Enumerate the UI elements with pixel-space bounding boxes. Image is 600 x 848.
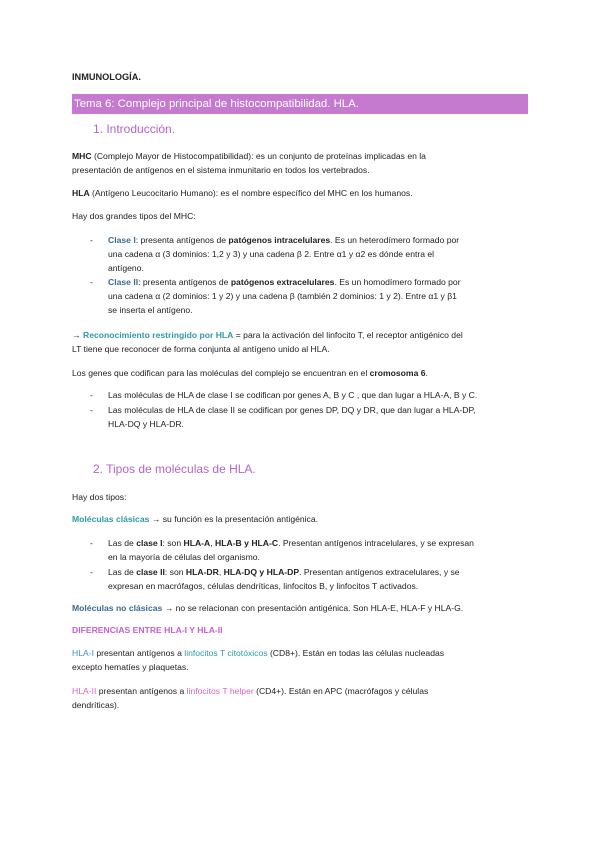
i1-e: , [210,538,216,548]
tipos-paragraph: Hay dos grandes tipos del MHC: [72,211,196,221]
nonclassic-paragraph [72,601,463,615]
i1-i: . Presentan antígenos intracelulares, y se expresan [278,538,474,548]
i1-f: HLA-B [215,538,242,548]
mhc-line-2: presentación de antígenos en el sistema inmunitario en todos los vertebrados. [72,165,370,175]
hla-i-text-b: presentan antígenos a [93,648,185,658]
classic-item-1 [108,536,474,550]
i1-c: : son [162,538,184,548]
extracellular-term: patógenos extracelulares [230,277,335,287]
class-ii-term: Clase II [108,277,139,287]
i1-b: clase I [136,538,163,548]
bullet-dash: - [90,538,93,548]
genes-paragraph [72,366,428,380]
class-list [90,233,528,317]
mhc-paragraph [72,149,426,163]
haydos-paragraph: Hay dos tipos: [72,492,127,502]
bullet-dash: - [90,390,93,400]
i1-h: HLA-C [251,538,279,548]
class-ii-line-3: se inserta el antígeno. [108,305,193,315]
i1-g: y [241,538,252,548]
classic-item-1-line-2: en la mayoría de células del organismo. [108,552,260,562]
class-ii-text-a: : presenta antígenos de [138,277,231,287]
genes-list [90,388,528,430]
class-ii-item [108,275,461,289]
hla-ii-text-b: presentan antígenos a [96,686,187,696]
hla-ii-text-d: (CD4+). Están en APC (macrófagos y células [253,686,429,696]
course-header: INMUNOLOGÍA. [72,72,141,82]
mhc-text: (Complejo Mayor de Histocompatibilidad): es un conjunto de proteínas implicadas en la [91,151,426,161]
genes-item-2: Las moléculas de HLA de clase II se codifican por genes DP, DQ y DR, que dan lugar a HLA-DP, [108,405,476,415]
bullet-dash: - [90,567,93,577]
classic-text: → su función es la presentación antigénica. [149,514,319,524]
class-i-item [108,233,459,247]
class-i-line-3: antígeno. [108,263,144,273]
helper-term: linfocitos T helper [186,686,254,696]
hla-i-paragraph [72,646,444,660]
topic-banner: Tema 6: Complejo principal de histocompatibilidad. HLA. [72,94,528,114]
hla-ii-term: HLA-II [72,686,97,696]
restriction-term: Reconocimiento restringido por HLA [82,330,234,340]
hla-i-text-d: (CD8+). Están en todas las células nucleadas [267,648,445,658]
section-2-title: 2. Tipos de moléculas de HLA. [93,462,256,476]
classic-term: Moléculas clásicas [72,514,150,524]
genes-item-1: Las moléculas de HLA de clase I se codifican por genes A, B y C , que dan lugar a HLA-A, B y C. [108,390,478,400]
i2-d: HLA-DR [185,567,219,577]
i2-e: , [218,567,224,577]
genes-item-2-line-2: HLA-DQ y HLA-DR. [108,419,184,429]
genes-text: Los genes que codifican para las moléculas del complejo se encuentran en el [72,368,370,378]
hla-i-term: HLA-I [72,648,94,658]
hla-term: HLA [72,188,90,198]
hla-i-line-2: excepto hematíes y plaquetas. [72,662,189,672]
class-i-text-c: . Es un heterodímero formado por [330,235,460,245]
intracellular-term: patógenos intracelulares [228,235,331,245]
classic-item-2 [108,565,460,579]
chromosome-term: cromosoma 6 [369,368,426,378]
i1-a: Las de [108,538,137,548]
hla-ii-line-2: dendríticas). [72,700,120,710]
hla-text: (Antígeno Leucocitario Humano): es el nombre específico del MHC en los humanos. [89,188,413,198]
classic-item-2-line-2: expresan en macrófagos, células dendríticas, linfocitos B, y linfocitos T activados. [108,581,419,591]
cytotoxic-term: linfocitos T citotóxicos [184,648,268,658]
classic-list [90,536,528,592]
class-i-line-2: una cadena α (3 dominios: 1,2 y 3) y una cadena β 2. Entre α1 y α2 es dónde entra el [108,249,435,259]
hla-paragraph [72,186,413,200]
i2-a: Las de [108,567,137,577]
restriction-text: = para la activación del linfocito T, el receptor antigénico del [233,330,463,340]
mhc-term: MHC [72,151,92,161]
hla-ii-paragraph [72,684,428,698]
classic-paragraph [72,512,318,526]
i2-b: clase II [136,567,165,577]
class-i-text-a: : presenta antígenos de [135,235,229,245]
i1-d: HLA-A [183,538,211,548]
nonclassic-term: Moléculas no clásicas [72,603,163,613]
class-i-term: Clase I [108,235,136,245]
restriction-line-2: LT tiene que reconocer de forma conjunta al antígeno unido al HLA. [72,344,330,354]
differences-heading: DIFERENCIAS ENTRE HLA-I Y HLA-II [72,625,223,635]
genes-period: . [425,368,428,378]
i2-g: y [257,567,267,577]
class-ii-text-c: . Es un homodímero formado por [334,277,461,287]
section-1-title: 1. Introducción. [93,122,176,136]
bullet-dash: - [90,277,93,287]
i2-f: HLA-DQ [223,567,258,577]
class-ii-line-2: una cadena α (2 dominios: 1 y 2) y una cadena β (también 2 dominios: 1 y 2). Entre α1 y β1 [108,291,457,301]
nonclassic-text: → no se relacionan con presentación antigénica. Son HLA-E, HLA-F y HLA-G. [162,603,464,613]
bullet-dash: - [90,235,93,245]
arrow-icon: → [72,330,83,340]
i2-c: : son [164,567,186,577]
i2-i: . Presentan antígenos extracelulares, y se [299,567,460,577]
i2-h: HLA-DP [266,567,300,577]
bullet-dash: - [90,405,93,415]
restriction-paragraph [72,328,463,342]
